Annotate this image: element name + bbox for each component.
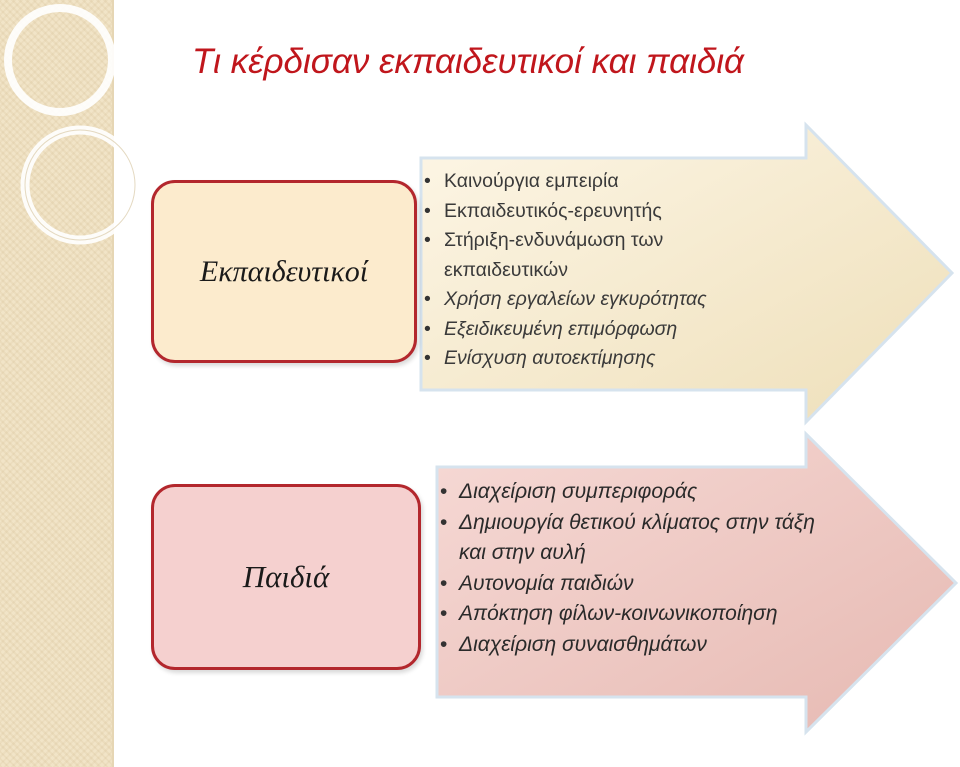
teachers-label-box [151, 180, 417, 363]
list-item: • Εξειδικευμένη επιμόρφωση [424, 315, 784, 345]
list-item: • Ενίσχυση αυτοεκτίμησης [424, 344, 784, 374]
list-item: • Στήριξη-ενδυνάμωση των εκπαιδευτικών [424, 226, 784, 285]
list-item: • Αυτονομία παιδιών [440, 569, 840, 600]
list-item: • Χρήση εργαλείων εγκυρότητας [424, 285, 784, 315]
list-item: • Διαχείριση συναισθημάτων [440, 630, 840, 661]
children-label: Παιδιά [242, 559, 330, 594]
teachers-benefits-list [424, 167, 784, 374]
slide-title: Τι κέρδισαν εκπαιδευτικοί και παιδιά [192, 42, 745, 81]
list-item: • Καινούργια εμπειρία [424, 167, 784, 197]
list-item: • Απόκτηση φίλων-κοινωνικοποίηση [440, 599, 840, 630]
children-label-box [151, 484, 421, 670]
list-item: • Διαχείριση συμπεριφοράς [440, 477, 840, 508]
teachers-label: Εκπαιδευτικοί [199, 254, 369, 288]
list-item: • Δημιουργία θετικού κλίματος στην τάξη και στην αυλή [440, 508, 840, 569]
children-benefits-list [440, 477, 840, 660]
list-item: • Εκπαιδευτικός-ερευνητής [424, 197, 784, 227]
